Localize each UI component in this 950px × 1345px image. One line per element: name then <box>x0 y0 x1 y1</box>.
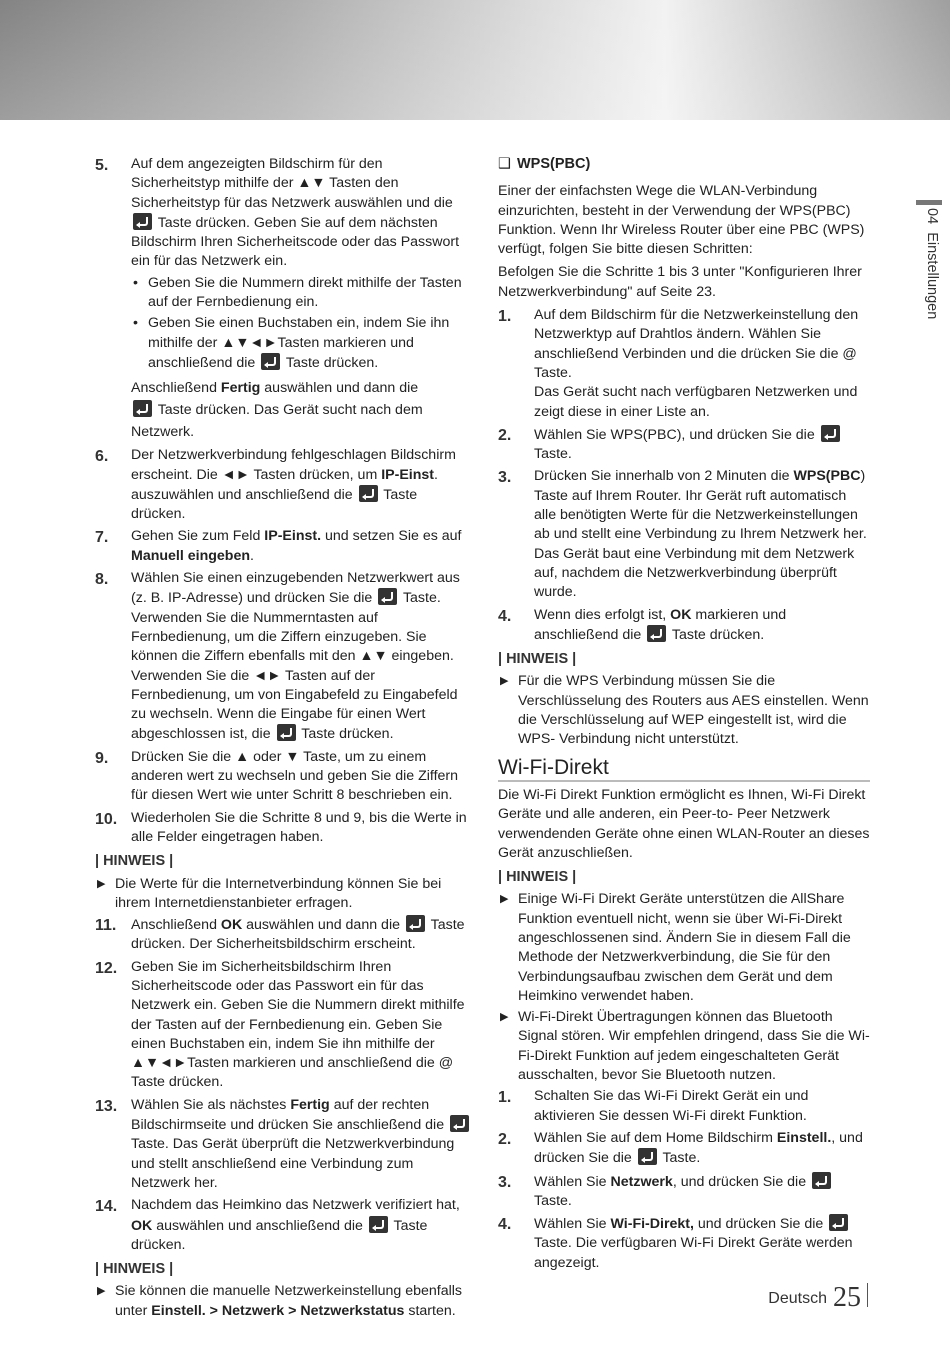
step-text: auswählen und dann die <box>246 917 400 934</box>
enter-key-icon <box>638 1148 657 1165</box>
step-number: 9. <box>95 749 109 767</box>
paragraph: Befolgen Sie die Schritte 1 bis 3 unter "Konfigurieren Ihrer Netzwerkverbindung" auf Seite 23. <box>498 264 862 300</box>
bold-text: Wi-Fi-Direkt, <box>610 1216 694 1233</box>
note-item <box>498 890 870 1006</box>
page-number: 25 <box>833 1282 861 1313</box>
bullet-item <box>131 314 475 373</box>
step-12 <box>95 958 475 1093</box>
wps-step-2 <box>498 425 870 465</box>
bullet-text: Geben Sie die Nummern direkt mithilfe der Tasten auf der Fernbedienung ein. <box>148 274 462 311</box>
step-text: Taste. Das Gerät überprüft die Netzwerkverbindung und stellt anschließend eine Verbindung zum Netzwerk her. <box>131 1136 455 1191</box>
section-title: Wi-Fi-Direkt <box>498 758 870 782</box>
note-heading: | HINWEIS | <box>95 1261 174 1278</box>
triangle-bullet-icon: ▶ <box>500 1011 509 1024</box>
enter-key-icon <box>812 1172 831 1189</box>
step-number: 4. <box>498 607 512 625</box>
step-text: Taste drücken. <box>671 626 765 643</box>
step-text: Nachdem das Heimkino das Netzwerk verifiziert hat, <box>131 1197 460 1214</box>
enter-key-icon <box>829 1214 848 1231</box>
bold-text: Fertig <box>290 1096 330 1113</box>
step-text: und drücken Sie die <box>697 1216 824 1233</box>
step-text: Wählen Sie als nächstes <box>131 1096 287 1113</box>
step-number: 6. <box>95 448 109 466</box>
note-text: starten. <box>408 1302 456 1319</box>
enter-key-icon <box>378 588 397 605</box>
step-text: Taste. Die verfügbaren Wi-Fi Direkt Geräte werden angezeigt. <box>534 1235 853 1271</box>
right-column <box>498 155 870 1276</box>
enter-key-icon <box>133 400 152 417</box>
side-tab-label <box>924 208 940 368</box>
step-number: 11. <box>95 917 117 935</box>
triangle-bullet-icon: ▶ <box>97 1285 106 1298</box>
bold-text: Manuell eingeben <box>131 547 251 564</box>
note-item <box>95 1282 475 1321</box>
step-text: Gehen Sie zum Feld <box>131 528 261 545</box>
bold-text: IP-Einst. <box>264 528 322 545</box>
enter-key-icon <box>406 915 425 932</box>
note-text: Die Werte für die Internetverbindung können Sie bei ihrem Internetdienstanbieter erfragen. <box>115 875 442 911</box>
note-heading: | HINWEIS | <box>95 853 174 870</box>
step-text: Taste drücken. Geben Sie auf dem nächsten Bildschirm Ihren Sicherheitscode oder das Passwort ein für das Netzwerk ein. <box>131 214 460 270</box>
step-text: Taste drücken. <box>301 726 394 743</box>
step-text: Taste. <box>534 446 572 463</box>
step-text: Taste drücken. <box>131 486 418 523</box>
checkbox-square-icon: ❑ <box>498 156 511 172</box>
step-text: Taste. Verwenden Sie die Nummerntasten auf Fernbedienung, um die Ziffern einzugeben. Sie können die Ziffern ebenfalls mit den ▲▼ eingeben. Verwenden Sie die ◄► Tasten auf der Fernbedienung, um von Eingabefeld zu Eingabefeld zu wechseln. Wenn die Eingabe für einen Wert abgeschlossen ist, die <box>131 590 458 743</box>
wifi-step-2 <box>498 1129 870 1169</box>
wps-step-1 <box>498 306 870 422</box>
chapter-number: 04 <box>924 208 940 225</box>
note-text: Für die WPS Verbindung müssen Sie die Verschlüsselung des Routers aus AES einstellen. Wenn die Verschlüsselung auf WEP eingestellt ist, wird die WPS- Verbindung nicht unterstützt. <box>518 673 869 748</box>
footer-language: Deutsch <box>768 1290 827 1307</box>
step-7 <box>95 527 475 566</box>
bold-text: OK <box>670 606 692 623</box>
bullet-dot: • <box>133 315 138 332</box>
bold-text: WPS(PBC <box>793 468 861 485</box>
triangle-bullet-icon: ▶ <box>500 675 509 688</box>
wifi-step-1 <box>498 1087 870 1126</box>
chapter-side-tab <box>920 200 938 380</box>
step-number: 1. <box>498 1089 512 1107</box>
bullet-item <box>131 274 475 313</box>
bold-text: Netzwerk <box>610 1173 673 1190</box>
bold-text: OK <box>220 917 243 934</box>
step-text: , und drücken Sie die <box>534 1129 863 1167</box>
note-text: Wi-Fi-Direkt Übertragungen können das Bluetooth Signal stören. Wir empfehlen dringend, dass Sie die Wi-Fi-Direkt Funktion auf jedem eingeschalteten Gerät ausschalten, bevor Sie Bluetooth nutzen. <box>518 1009 870 1084</box>
step-number: 7. <box>95 529 109 547</box>
bold-text: Einstell. > Netzwerk > Netzwerkstatus <box>151 1302 405 1319</box>
step-number: 2. <box>498 1130 512 1148</box>
step-5 <box>95 155 475 443</box>
bullet-text: Geben Sie einen Buchstaben ein, indem Sie ihn mithilfe der ▲▼◄►Tasten markieren und anschließend die <box>148 315 450 371</box>
note-text: Sie können die manuelle Netzwerkeinstellung ebenfalls unter <box>115 1283 463 1319</box>
step-number: 4. <box>498 1216 512 1234</box>
step-number: 3. <box>498 1173 512 1191</box>
enter-key-icon <box>647 625 666 642</box>
chapter-title: Einstellungen <box>924 232 940 320</box>
header-banner <box>0 0 950 120</box>
text: Taste drücken. Das Gerät sucht nach dem Netzwerk. <box>131 402 423 441</box>
bold-text: OK <box>131 1217 153 1234</box>
paragraph: Einer der einfachsten Wege die WLAN-Verbindung einzurichten, besteht in der Verwendung der WPS(PBC) Funktion. Wenn Ihr Wireless Router über eine PBC (WPS) verfügt, folgen Sie bitte diesen Schritten: <box>498 183 865 258</box>
step-text: Taste drücken. <box>131 1217 428 1253</box>
step-text: Taste drücken. Der Sicherheitsbildschirm erscheint. <box>131 917 465 953</box>
step-14 <box>95 1196 475 1255</box>
note-heading: | HINWEIS | <box>498 869 577 886</box>
note-heading: | HINWEIS | <box>498 651 577 668</box>
footer-divider <box>867 1283 868 1307</box>
text: Anschließend <box>131 380 217 397</box>
step-text: Der Netzwerkverbindung fehlgeschlagen Bildschirm erscheint. Die ◄► Tasten drücken, um <box>131 447 456 483</box>
step-text: markieren und anschließend die <box>534 606 787 643</box>
step-text: , und drücken Sie die <box>672 1173 807 1190</box>
enter-key-icon <box>133 213 152 230</box>
wifi-step-3 <box>498 1172 870 1212</box>
step-text: . <box>250 547 254 564</box>
step-number: 13. <box>95 1097 118 1115</box>
left-column <box>95 155 475 1323</box>
enter-key-icon <box>277 724 296 741</box>
triangle-bullet-icon: ▶ <box>500 893 509 906</box>
step-9 <box>95 748 475 806</box>
enter-key-icon <box>821 425 840 442</box>
step-text: Wählen Sie auf dem Home Bildschirm <box>534 1129 773 1146</box>
step-text: Geben Sie im Sicherheitsbildschirm Ihren Sicherheitscode oder das Passwort ein für das Netzwerk ein. Geben Sie die Nummern direkt mithilfe der Tasten auf der Fernbedienung ein. Geben Sie einen Buchstaben ein, indem Sie ihn mithilfe der ▲▼◄►Tasten markieren und anschließend die @ Taste drücken. <box>131 958 465 1091</box>
step-10 <box>95 809 475 848</box>
triangle-bullet-icon: ▶ <box>97 877 106 890</box>
step-text: Das Gerät sucht nach verfügbaren Netzwerken und zeigt diese in einer Liste an. <box>534 384 858 420</box>
step-number: 3. <box>498 469 512 487</box>
note-item <box>95 875 475 914</box>
bold-text: Fertig <box>220 380 261 397</box>
enter-key-icon <box>261 353 280 370</box>
step-text: auswählen und anschließend die <box>156 1217 363 1234</box>
heading-text: WPS(PBC) <box>517 156 591 172</box>
step-text: Auf dem angezeigten Bildschirm für den Sicherheitstyp mithilfe der ▲▼ Tasten den Sicherheitstyp für das Netzwerk auswählen und die <box>131 156 453 211</box>
step-text: Wählen Sie einen einzugebenden Netzwerkwert aus (z. B. IP-Adresse) und drücken Sie die <box>131 570 460 607</box>
bullet-dot: • <box>133 274 138 291</box>
step-number: 14. <box>95 1198 118 1216</box>
paragraph: Die Wi-Fi Direkt Funktion ermöglicht es Ihnen, Wi-Fi Direkt Geräte und alle anderen, ein Peer-to- Peer Netzwerk verwendenden Geräte ohne einen WLAN-Router an dieses Gerät anzuschließen. <box>498 786 870 861</box>
step-text: Drücken Sie die ▲ oder ▼ Taste, um zu einem anderen wert zu wechseln und geben Sie die Ziffern für diesen Wert wie unter Schritt 8 beschrieben ein. <box>131 748 459 804</box>
step-text: auf der rechten Bildschirmseite und drücken Sie anschließend die <box>131 1096 445 1134</box>
side-tab-marker <box>916 200 942 205</box>
page-footer <box>768 1282 868 1314</box>
bullet-text: Taste drücken. <box>285 354 379 371</box>
step-text: Wählen Sie <box>534 1216 607 1233</box>
step-11 <box>95 915 475 955</box>
step-text: ) Taste auf Ihrem Router. Ihr Gerät ruft automatisch alle benötigten Werte für die Netzwerkeinstellungen ab und stellt eine Verbindung zu Ihrem Netzwerk her. Das Gerät baut eine Verbindung mit dem Netzwerk auf, nachdem die Netzwerkverbindung überprüft wurde. <box>534 468 867 601</box>
step-text: Schalten Sie das Wi-Fi Direkt Gerät ein und aktivieren Sie dessen Wi-Fi direkt Funktion. <box>534 1088 809 1124</box>
text: auswählen und dann die <box>264 380 419 397</box>
step-continuation <box>131 377 475 443</box>
note-item <box>498 1008 870 1085</box>
step-number: 8. <box>95 571 109 589</box>
step-text: Wählen Sie <box>534 1173 607 1190</box>
enter-key-icon <box>369 1216 388 1233</box>
step-number: 12. <box>95 959 118 977</box>
wps-step-4 <box>498 606 870 646</box>
bold-text: IP-Einst <box>381 466 435 483</box>
wps-step-3 <box>498 467 870 602</box>
step-13 <box>95 1096 475 1193</box>
wps-heading <box>498 155 870 174</box>
note-item <box>498 672 870 749</box>
enter-key-icon <box>450 1115 469 1132</box>
step-8 <box>95 569 475 745</box>
step-6 <box>95 446 475 524</box>
step-text: Taste. <box>534 1192 572 1209</box>
step-text: Drücken Sie innerhalb von 2 Minuten die <box>534 468 790 485</box>
step-text: Wiederholen Sie die Schritte 8 und 9, bis die Werte in alle Felder eingetragen haben. <box>131 809 467 845</box>
step-text: Wählen Sie WPS(PBC), und drücken Sie die <box>534 426 815 443</box>
enter-key-icon <box>359 485 378 502</box>
step-text: Anschließend <box>131 917 217 934</box>
step-text: Auf dem Bildschirm für die Netzwerkeinstellung den Netzwerktyp auf Drahtlos ändern. Wählen Sie anschließend Verbinden und die drücken Sie die @ Taste. <box>534 307 859 381</box>
note-text: Einige Wi-Fi Direkt Geräte unterstützen die AllShare Funktion eventuell nicht, wenn sie über Wi-Fi-Direkt angeschlossenen sind. Ändern Sie in diesem Fall die Methode der Netzwerkverbindung, die Sie für den Verbindungsaufbau zwischen dem Gerät und dem Heimkino verwendet haben. <box>518 891 851 1004</box>
bold-text: Einstell. <box>776 1129 832 1146</box>
step-number: 1. <box>498 308 512 326</box>
step-number: 5. <box>95 157 109 174</box>
step-number: 2. <box>498 426 512 444</box>
step-text: und setzen Sie es auf <box>325 528 462 545</box>
step-text: . auszuwählen und anschließend die <box>131 466 438 503</box>
step-text: Taste. <box>662 1150 701 1167</box>
step-number: 10. <box>95 810 118 828</box>
wifi-step-4 <box>498 1214 870 1273</box>
step-text: Wenn dies erfolgt ist, <box>534 606 667 623</box>
